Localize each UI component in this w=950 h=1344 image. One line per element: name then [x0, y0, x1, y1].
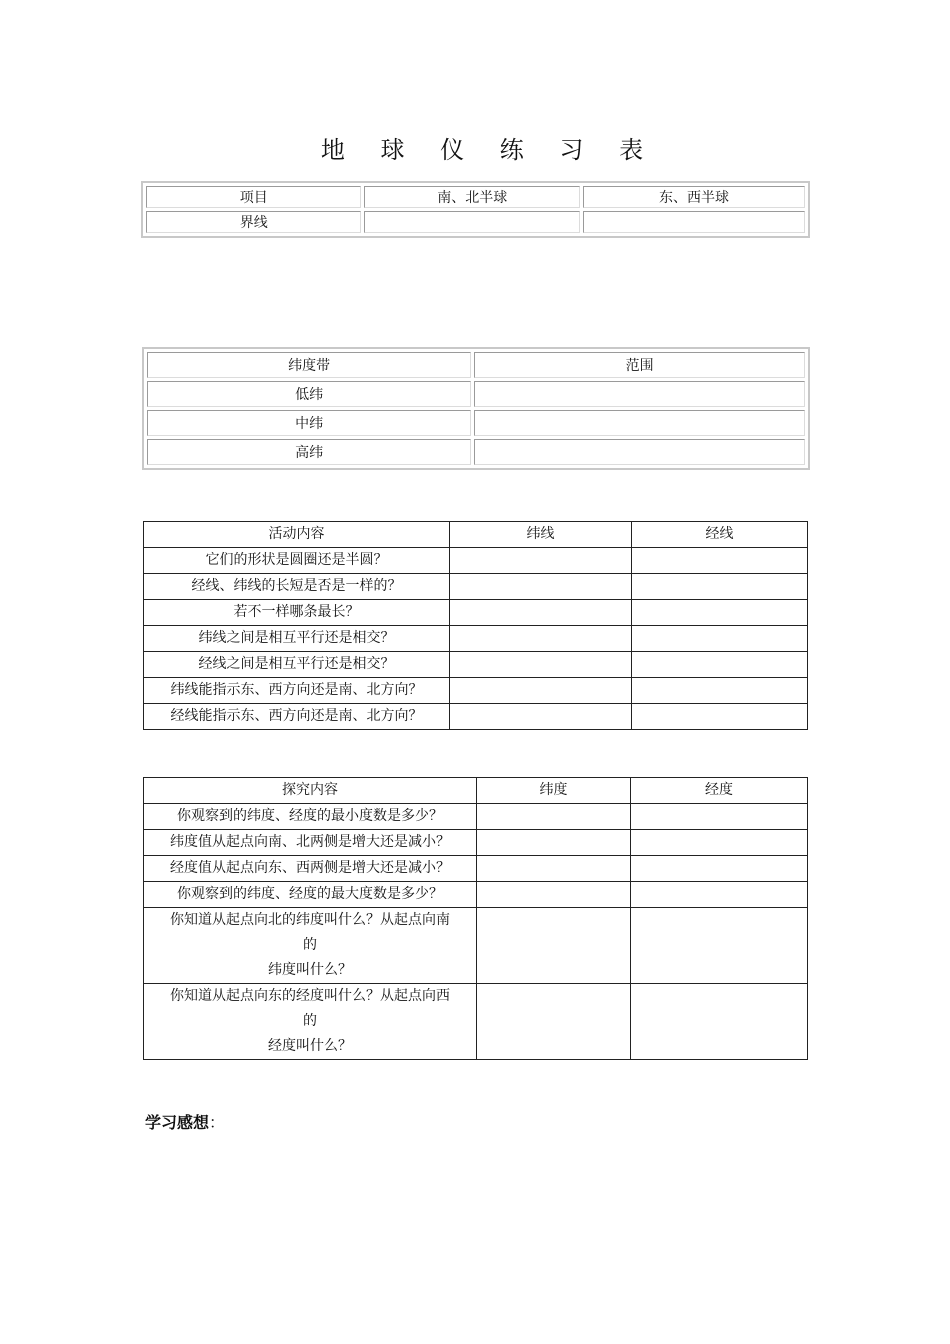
question-cell-multiline: [144, 984, 477, 1060]
question-line: 经度叫什么？: [268, 1038, 352, 1054]
answer-cell[interactable]: [474, 381, 805, 407]
answer-cell[interactable]: [364, 211, 579, 233]
question-cell: 纬度值从起点向南、北两侧是增大还是减小？: [144, 830, 477, 856]
question-cell: 纬线能指示东、西方向还是南、北方向？: [144, 678, 450, 704]
answer-cell[interactable]: [632, 548, 808, 574]
question-line: 你知道从起点向东的经度叫什么？从起点向西: [170, 988, 450, 1004]
question-cell-multiline: [144, 908, 477, 984]
answer-cell[interactable]: [450, 600, 632, 626]
answer-cell[interactable]: [583, 211, 805, 233]
answer-cell[interactable]: [632, 626, 808, 652]
header-cell: 纬线: [450, 522, 632, 548]
answer-cell[interactable]: [632, 678, 808, 704]
answer-cell[interactable]: [631, 856, 808, 882]
answer-cell[interactable]: [631, 804, 808, 830]
answer-cell[interactable]: [477, 984, 631, 1060]
question-cell: 它们的形状是圆圈还是半圆？: [144, 548, 450, 574]
question-cell: 经线、纬线的长短是否是一样的？: [144, 574, 450, 600]
header-cell: 经线: [632, 522, 808, 548]
question-line: 的: [303, 937, 317, 953]
row-label: 中纬: [147, 410, 471, 436]
latitude-zone-table: [142, 347, 810, 470]
header-cell: 经度: [631, 778, 808, 804]
answer-cell[interactable]: [632, 704, 808, 730]
header-cell: 活动内容: [144, 522, 450, 548]
question-cell: 你观察到的纬度、经度的最大度数是多少？: [144, 882, 477, 908]
page-title: 地 球 仪 练 习 表: [320, 136, 658, 164]
answer-cell[interactable]: [450, 652, 632, 678]
answer-cell[interactable]: [477, 830, 631, 856]
answer-cell[interactable]: [450, 626, 632, 652]
answer-cell[interactable]: [631, 830, 808, 856]
question-line: 纬度叫什么？: [268, 962, 352, 978]
answer-cell[interactable]: [632, 600, 808, 626]
row-label: 高纬: [147, 439, 471, 465]
answer-cell[interactable]: [474, 410, 805, 436]
exploration-table: [143, 777, 808, 1060]
header-cell: 东、西半球: [583, 186, 805, 208]
answer-cell[interactable]: [632, 652, 808, 678]
answer-cell[interactable]: [450, 678, 632, 704]
answer-cell[interactable]: [450, 574, 632, 600]
question-line: 你知道从起点向北的纬度叫什么？从起点向南: [170, 912, 450, 928]
answer-cell[interactable]: [631, 984, 808, 1060]
hemisphere-table: [141, 181, 810, 238]
header-cell: 范围: [474, 352, 805, 378]
question-cell: 若不一样哪条最长？: [144, 600, 450, 626]
activity-table: [143, 521, 808, 730]
question-cell: 你观察到的纬度、经度的最小度数是多少？: [144, 804, 477, 830]
question-cell: 纬线之间是相互平行还是相交？: [144, 626, 450, 652]
answer-cell[interactable]: [474, 439, 805, 465]
answer-cell[interactable]: [450, 704, 632, 730]
row-label: 低纬: [147, 381, 471, 407]
answer-cell[interactable]: [632, 574, 808, 600]
answer-cell[interactable]: [477, 856, 631, 882]
answer-cell[interactable]: [631, 908, 808, 984]
reflection-heading: [145, 1110, 225, 1133]
header-cell: 纬度带: [147, 352, 471, 378]
reflection-colon: ：: [209, 1113, 226, 1132]
question-line: 的: [303, 1013, 317, 1029]
answer-cell[interactable]: [450, 548, 632, 574]
row-label: 界线: [146, 211, 361, 233]
answer-cell[interactable]: [477, 804, 631, 830]
question-cell: 经线能指示东、西方向还是南、北方向？: [144, 704, 450, 730]
header-cell: 南、北半球: [364, 186, 579, 208]
answer-cell[interactable]: [477, 908, 631, 984]
header-cell: 项目: [146, 186, 361, 208]
header-cell: 探究内容: [144, 778, 477, 804]
answer-cell[interactable]: [631, 882, 808, 908]
question-cell: 经线之间是相互平行还是相交？: [144, 652, 450, 678]
answer-cell[interactable]: [477, 882, 631, 908]
question-cell: 经度值从起点向东、西两侧是增大还是减小？: [144, 856, 477, 882]
header-cell: 纬度: [477, 778, 631, 804]
reflection-label: 学习感想: [145, 1113, 210, 1132]
